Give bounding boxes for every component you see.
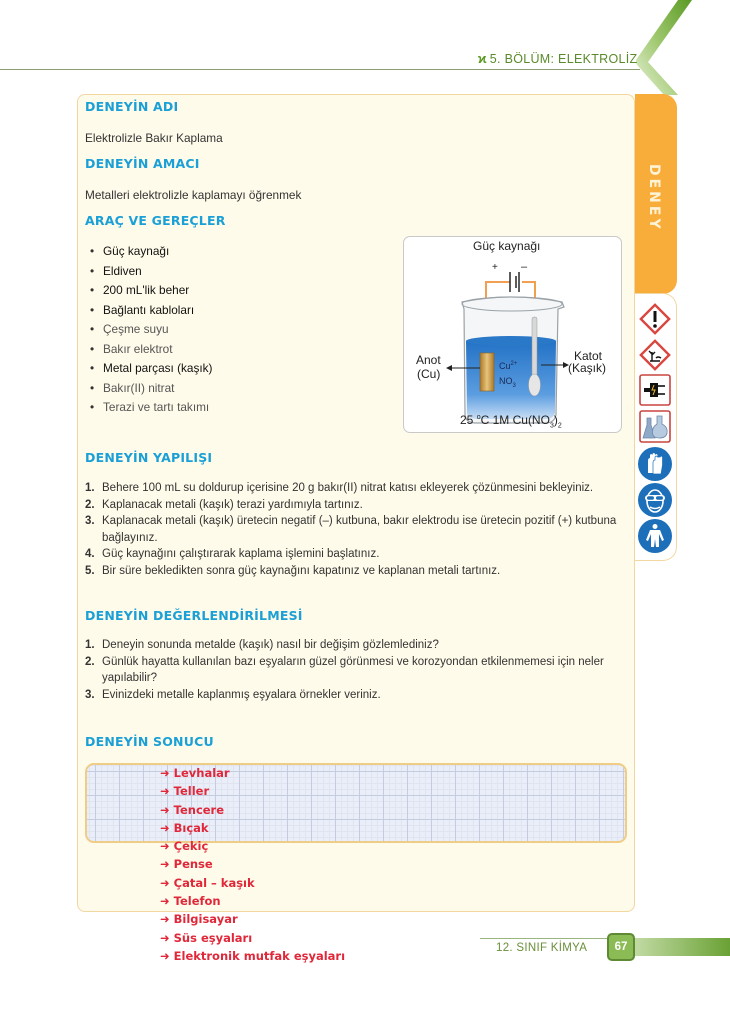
arrow-right-icon: ➜	[160, 912, 170, 927]
arrow-right-icon: ➜	[160, 894, 170, 909]
tool-item: • Metal parçası (kaşık)	[90, 359, 212, 379]
electrolysis-cell-drawing	[404, 237, 623, 434]
arrow-right-icon: ➜	[160, 784, 170, 799]
step-number: 2.	[85, 498, 95, 511]
handwritten-answers	[160, 764, 345, 965]
tool-item: • Terazi ve tartı takımı	[90, 398, 212, 418]
step-text: Güç kaynağını çalıştırarak kaplama işlemini başlatınız.	[102, 548, 380, 560]
ion-nitrate-text: NO	[499, 376, 513, 386]
answer-item	[160, 910, 345, 928]
experiment-name: Elektrolizle Bakır Kaplama	[85, 131, 223, 145]
ion-copper-label	[499, 361, 517, 371]
question-text: Deneyin sonunda metalde (kaşık) nasıl bir değişim gözlemlediniz?	[102, 639, 439, 651]
cathode-spoon-bowl	[529, 374, 541, 396]
answer-text: Bıçak	[173, 820, 209, 835]
safety-goggles-icon	[635, 482, 675, 518]
step-text: Bir süre bekledikten sonra güç kaynağını kapatınız ve kaplanan metali tartınız.	[102, 564, 501, 577]
answer-item	[160, 782, 345, 800]
chemistry-logo-icon: ϰ	[478, 52, 487, 66]
tool-item: • Güç kaynağı	[90, 242, 212, 262]
answer-text: Süs eşyaları	[173, 930, 253, 945]
answer-text: Tencere	[173, 802, 225, 817]
experiment-side-tab	[635, 94, 677, 294]
question-number: 1.	[85, 639, 95, 651]
answer-item	[160, 947, 345, 965]
page-number: 67	[607, 933, 635, 961]
footer-gradient-bar	[620, 938, 730, 956]
experiment-purpose: Metalleri elektrolizle kaplamayı öğrenmek	[85, 188, 302, 202]
caption-sub1: 3	[549, 422, 554, 430]
step-number: 4.	[85, 548, 95, 560]
question-number: 2.	[85, 655, 95, 668]
evaluation-question	[85, 687, 630, 704]
cathode-label: Katot	[574, 349, 603, 363]
caption-close: )	[553, 413, 558, 427]
tools-list	[90, 242, 212, 418]
side-tab-label: DENEY	[646, 164, 662, 232]
lab-coat-icon	[635, 518, 675, 554]
answer-item	[160, 874, 345, 892]
caption-formula: C 1M Cu(NO	[480, 413, 550, 427]
electrolysis-diagram	[403, 236, 622, 433]
tool-item: • Bağlantı kabloları	[90, 301, 212, 321]
evaluation-question	[85, 637, 630, 654]
anode-material-label: (Cu)	[417, 367, 441, 381]
caption-temp: 25	[460, 413, 477, 427]
arrow-right-icon: ➜	[160, 948, 170, 963]
tool-item: • 200 mL'lik beher	[90, 281, 212, 301]
answer-item	[160, 855, 345, 873]
ion-copper-charge: 2+	[510, 361, 518, 367]
tools-title: ARAÇ VE GEREÇLER	[85, 213, 226, 228]
arrow-right-icon: ➜	[160, 930, 170, 945]
question-number: 3.	[85, 688, 95, 701]
solution-caption	[460, 413, 562, 429]
exclamation-hazard-icon	[635, 302, 675, 336]
procedure-step	[85, 513, 630, 546]
step-number: 3.	[85, 515, 95, 527]
answer-text: Levhalar	[173, 766, 230, 780]
gloves-icon	[635, 446, 675, 482]
answer-text: Elektronik mutfak eşyaları	[173, 948, 346, 963]
answer-text: Teller	[173, 784, 210, 799]
evaluation-title: DENEYİN DEĞERLENDİRİLMESİ	[85, 608, 303, 623]
procedure-step	[85, 497, 630, 514]
question-text: Evinizdeki metalle kaplanmış eşyalara örnekler veriniz.	[102, 688, 381, 701]
answer-text: Telefon	[173, 894, 221, 909]
question-text: Günlük hayatta kullanılan bazı eşyaların güzel görünmesi ve korozyondan etkilenmemesi için neler yapılabilir?	[102, 655, 604, 684]
arrow-right-icon: ➜	[160, 875, 170, 890]
step-text: Kaplanacak metali (kaşık) terazi yardımıyla tartınız.	[102, 498, 363, 511]
chapter-chevron-decoration	[632, 0, 730, 95]
tool-item: • Bakır(II) nitrat	[90, 379, 212, 399]
caption-degree: o	[476, 414, 481, 421]
cathode-spoon-handle	[532, 317, 537, 377]
electric-plug-icon	[635, 374, 675, 406]
procedure-step	[85, 563, 630, 580]
arrow-right-icon: ➜	[160, 766, 170, 780]
anode-copper	[480, 353, 494, 391]
step-number: 5.	[85, 564, 95, 577]
answer-text: Çekiç	[173, 839, 209, 854]
result-title: DENEYİN SONUCU	[85, 734, 214, 749]
glassware-icon	[635, 410, 675, 444]
arrow-right-icon: ➜	[160, 820, 170, 835]
chapter-title	[478, 52, 637, 66]
answer-item	[160, 819, 345, 837]
step-number: 1.	[85, 482, 95, 494]
ion-copper-text: Cu	[499, 361, 511, 371]
procedure-title: DENEYİN YAPILIŞI	[85, 450, 213, 465]
evaluation-list	[85, 637, 630, 703]
arrow-right-icon: ➜	[160, 802, 170, 817]
power-source-label: Güç kaynağı	[473, 239, 541, 253]
answer-text: Pense	[173, 857, 213, 872]
header-divider	[0, 69, 640, 70]
tool-item: • Eldiven	[90, 262, 212, 282]
battery-minus-label: –	[521, 261, 528, 273]
arrow-right-icon: ➜	[160, 857, 170, 872]
chapter-title-text: 5. BÖLÜM: ELEKTROLİZ	[489, 52, 638, 66]
safety-icons-panel	[635, 293, 677, 561]
answer-text: Çatal – kaşık	[173, 875, 255, 890]
procedure-list	[85, 480, 630, 579]
ion-nitrate-label	[499, 376, 516, 389]
experiment-purpose-title: DENEYİN AMACI	[85, 156, 200, 171]
procedure-step	[85, 480, 630, 497]
answer-item	[160, 764, 345, 782]
cathode-material-label: (Kaşık)	[568, 361, 607, 375]
experiment-name-title: DENEYİN ADI	[85, 99, 179, 114]
step-text: Kaplanacak metali (kaşık) üretecin negatif (–) kutbuna, bakır elektrodu ise üretecin pozitif (+) kutbuna bağlayınız.	[102, 515, 617, 544]
answer-item	[160, 929, 345, 947]
step-text: Behere 100 mL su doldurup içerisine 20 g bakır(II) nitrat katısı ekleyerek çözünmesini bekleyiniz.	[102, 482, 594, 494]
footer-book-title: 12. SINIF KİMYA	[496, 942, 588, 954]
environment-hazard-icon	[635, 338, 675, 372]
arrow-right-icon: ➜	[160, 839, 170, 854]
procedure-step	[85, 546, 630, 563]
answer-item	[160, 801, 345, 819]
ion-nitrate-subscript: 3	[512, 382, 516, 389]
answer-item	[160, 892, 345, 910]
tool-item: • Bakır elektrot	[90, 340, 212, 360]
answer-text: Bilgisayar	[173, 912, 238, 927]
evaluation-question	[85, 654, 630, 687]
tool-item: • Çeşme suyu	[90, 320, 212, 340]
anode-label: Anot	[416, 353, 441, 367]
caption-sub2: 2	[557, 422, 562, 430]
battery-plus-label: +	[492, 262, 498, 273]
answer-item	[160, 837, 345, 855]
